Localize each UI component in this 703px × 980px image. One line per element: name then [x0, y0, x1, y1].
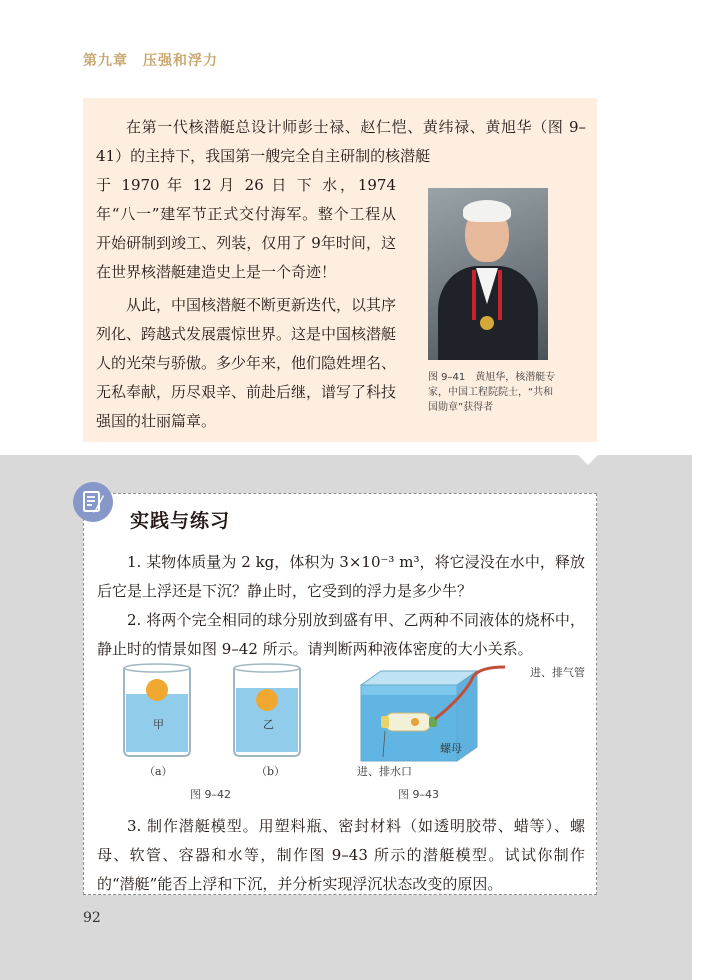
band-notch	[578, 455, 598, 465]
ball-a	[146, 679, 168, 701]
beaker-b-liquid-label: 乙	[263, 718, 274, 731]
reading-paragraph-3: 从此，中国核潜艇不断更新迭代，以其序列化、跨越式发展震惊世界。这是中国核潜艇人的光荣与骄傲。多少年来，他们隐姓埋名、无私奉献，历尽艰辛、前赴后继，谱写了科技强国的壮丽篇章。	[96, 296, 397, 430]
chapter-header: 第九章 压强和浮力	[83, 53, 218, 69]
photo-caption: 图 9–41 黄旭华，核潜艇专家，中国工程院院士，“共和国勋章”获得者	[428, 372, 556, 413]
figure-9-43-tank	[355, 665, 515, 770]
ball-b	[256, 689, 278, 711]
figure-9-43-caption: 图 9–43	[398, 788, 439, 801]
beaker-a-liquid-label: 甲	[153, 718, 164, 731]
figure-9-42-caption: 图 9–42	[190, 788, 231, 801]
reading-box	[83, 98, 597, 442]
page-number: 92	[83, 910, 101, 926]
fig43-tube-label: 进、排气管	[530, 666, 585, 679]
pencil-note-icon	[73, 482, 113, 522]
beaker-b-label: （b）	[256, 765, 286, 778]
submarine-model	[381, 713, 437, 731]
medal-icon	[480, 316, 494, 330]
reading-paragraph-2: 于 1970 年 12 月 26 日 下 水，1974 年“八一”建军节正式交付海军。整个工程从开始研制到竣工、列装，仅用了 9年时间，这在世界核潜艇建造史上是一个奇迹！	[96, 176, 396, 281]
beaker-b	[234, 664, 300, 756]
medal-ribbon	[472, 270, 502, 320]
reading-paragraph-1: 在第一代核潜艇总设计师彭士禄、赵仁恺、黄纬禄、黄旭华（图 9–41）的主持下，我国第一艘完全自主研制的核潜艇	[96, 118, 586, 165]
figure-9-42-beakers	[120, 662, 320, 762]
fig43-nut-label: 螺母	[440, 742, 462, 755]
question-2: 2. 将两个完全相同的球分别放到盛有甲、乙两种不同液体的烧杯中，静止时的情景如图 9–42 所示。请判断两种液体密度的大小关系。	[97, 611, 585, 658]
fig43-water-label: 进、排水口	[357, 765, 412, 778]
practice-title: 实践与练习	[130, 510, 231, 532]
beaker-a	[124, 664, 190, 756]
question-1: 1. 某物体质量为 2 kg，体积为 3×10⁻³ m³，将它浸没在水中，释放后它是上浮还是下沉？静止时，它受到的浮力是多少牛？	[97, 553, 585, 600]
portrait-photo	[428, 188, 548, 360]
hair-shape	[463, 200, 511, 222]
beaker-a-label: （a）	[144, 765, 173, 778]
question-3: 3. 制作潜艇模型。用塑料瓶、密封材料（如透明胶带、蜡等）、螺母、软管、容器和水等，制作图 9–43 所示的潜艇模型。试试你制作的“潜艇”能否上浮和下沉，并分析实现浮沉状态改变的原因。	[97, 817, 585, 893]
